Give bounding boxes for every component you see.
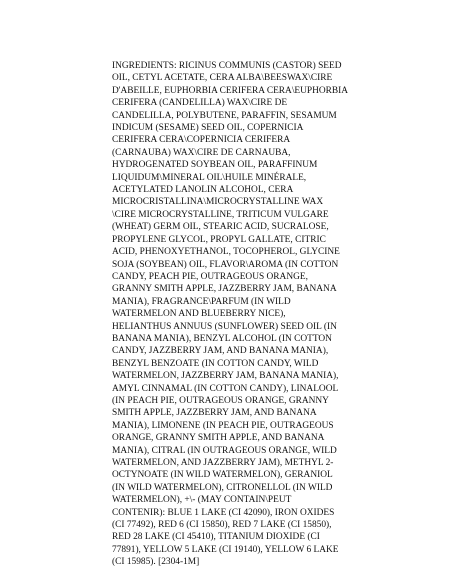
text-line: CANDELILLA, POLYBUTENE, PARAFFIN, SESAMUM: [112, 110, 337, 121]
text-line: SMITH APPLE, JAZZBERRY JAM, AND BANANA: [112, 408, 317, 419]
text-line: GRANNY SMITH APPLE, JAZZBERRY JAM, BANANA: [112, 284, 337, 295]
text-line: CANDY, JAZZBERRY JAM, AND BANANA MANIA),: [112, 346, 329, 357]
text-line: ACID, PHENOXYETHANOL, TOCOPHEROL, GLYCINE: [112, 247, 340, 258]
text-line: WATERMELON, JAZZBERRY JAM, BANANA MANIA),: [112, 371, 339, 382]
text-line: RED 28 LAKE (CI 45410), TITANIUM DIOXIDE (CI: [112, 532, 320, 543]
text-line: PROPYLENE GLYCOL, PROPYL GALLATE, CITRIC: [112, 234, 326, 245]
ingredients-paragraph: [112, 60, 380, 569]
text-line: 77891), YELLOW 5 LAKE (CI 19140), YELLOW 6 LAKE: [112, 544, 339, 555]
text-line: MANIA), CITRAL (IN OUTRAGEOUS ORANGE, WILD: [112, 445, 337, 456]
text-line: ACETYLATED LANOLIN ALCOHOL, CERA: [112, 185, 294, 196]
text-line: (IN WILD WATERMELON), CITRONELLOL (IN WILD: [112, 482, 333, 493]
text-line: BENZYL BENZOATE (IN COTTON CANDY, WILD: [112, 358, 319, 369]
text-line: (WHEAT) GERM OIL, STEARIC ACID, SUCRALOSE,: [112, 222, 329, 233]
text-line: OIL, CETYL ACETATE, CERA ALBA\BEESWAX\CIRE: [112, 73, 333, 84]
text-line: (CI 15985). [2304-1M]: [112, 557, 200, 568]
text-line: INDICUM (SESAME) SEED OIL, COPERNICIA: [112, 123, 304, 134]
text-line: CERIFERA (CANDELILLA) WAX\CIRE DE: [112, 98, 288, 109]
text-line: (IN PEACH PIE, OUTRAGEOUS ORANGE, GRANNY: [112, 395, 329, 406]
text-line: MANIA), FRAGRANCE\PARFUM (IN WILD: [112, 296, 291, 307]
text-line: AMYL CINNAMAL (IN COTTON CANDY), LINALOOL: [112, 383, 339, 394]
text-line: HELIANTHUS ANNUUS (SUNFLOWER) SEED OIL (IN: [112, 321, 337, 332]
text-line: D'ABEILLE, EUPHORBIA CERIFERA CERA\EUPHORBIA: [112, 85, 349, 96]
text-line: (CI 77492), RED 6 (CI 15850), RED 7 LAKE (CI 15850),: [112, 520, 332, 531]
text-line: \CIRE MICROCRYSTALLINE, TRITICUM VULGARE: [112, 209, 329, 220]
text-line: MICROCRISTALLINA\MICROCRYSTALLINE WAX: [112, 197, 324, 208]
text-line: SOJA (SOYBEAN) OIL, FLAVOR\AROMA (IN COTTON: [112, 259, 339, 270]
text-line: OCTYNOATE (IN WILD WATERMELON), GERANIOL: [112, 470, 333, 481]
text-line: INGREDIENTS: RICINUS COMMUNIS (CASTOR) SEED: [112, 61, 342, 71]
text-line: (CARNAUBA) WAX\CIRE DE CARNAUBA,: [112, 147, 291, 158]
text-line: HYDROGENATED SOYBEAN OIL, PARAFFINUM: [112, 160, 318, 171]
text-line: CERIFERA CERA\COPERNICIA CERIFERA: [112, 135, 291, 146]
text-line: LIQUIDUM\MINERAL OIL\HUILE MINÉRALE,: [112, 172, 307, 183]
text-line: WATERMELON, AND JAZZBERRY JAM), METHYL 2-: [112, 458, 334, 468]
text-line: ORANGE, GRANNY SMITH APPLE, AND BANANA: [112, 433, 325, 444]
text-line: WATERMELON AND BLUEBERRY NICE),: [112, 309, 286, 320]
text-line: MANIA), LIMONENE (IN PEACH PIE, OUTRAGEOUS: [112, 420, 334, 431]
text-line: CANDY, PEACH PIE, OUTRAGEOUS ORANGE,: [112, 271, 308, 282]
text-line: CONTENIR): BLUE 1 LAKE (CI 42090), IRON OXIDES: [112, 507, 335, 518]
text-line: BANANA MANIA), BENZYL ALCOHOL (IN COTTON: [112, 333, 332, 344]
text-line: WATERMELON), +\- (MAY CONTAIN\PEUT: [112, 495, 292, 506]
